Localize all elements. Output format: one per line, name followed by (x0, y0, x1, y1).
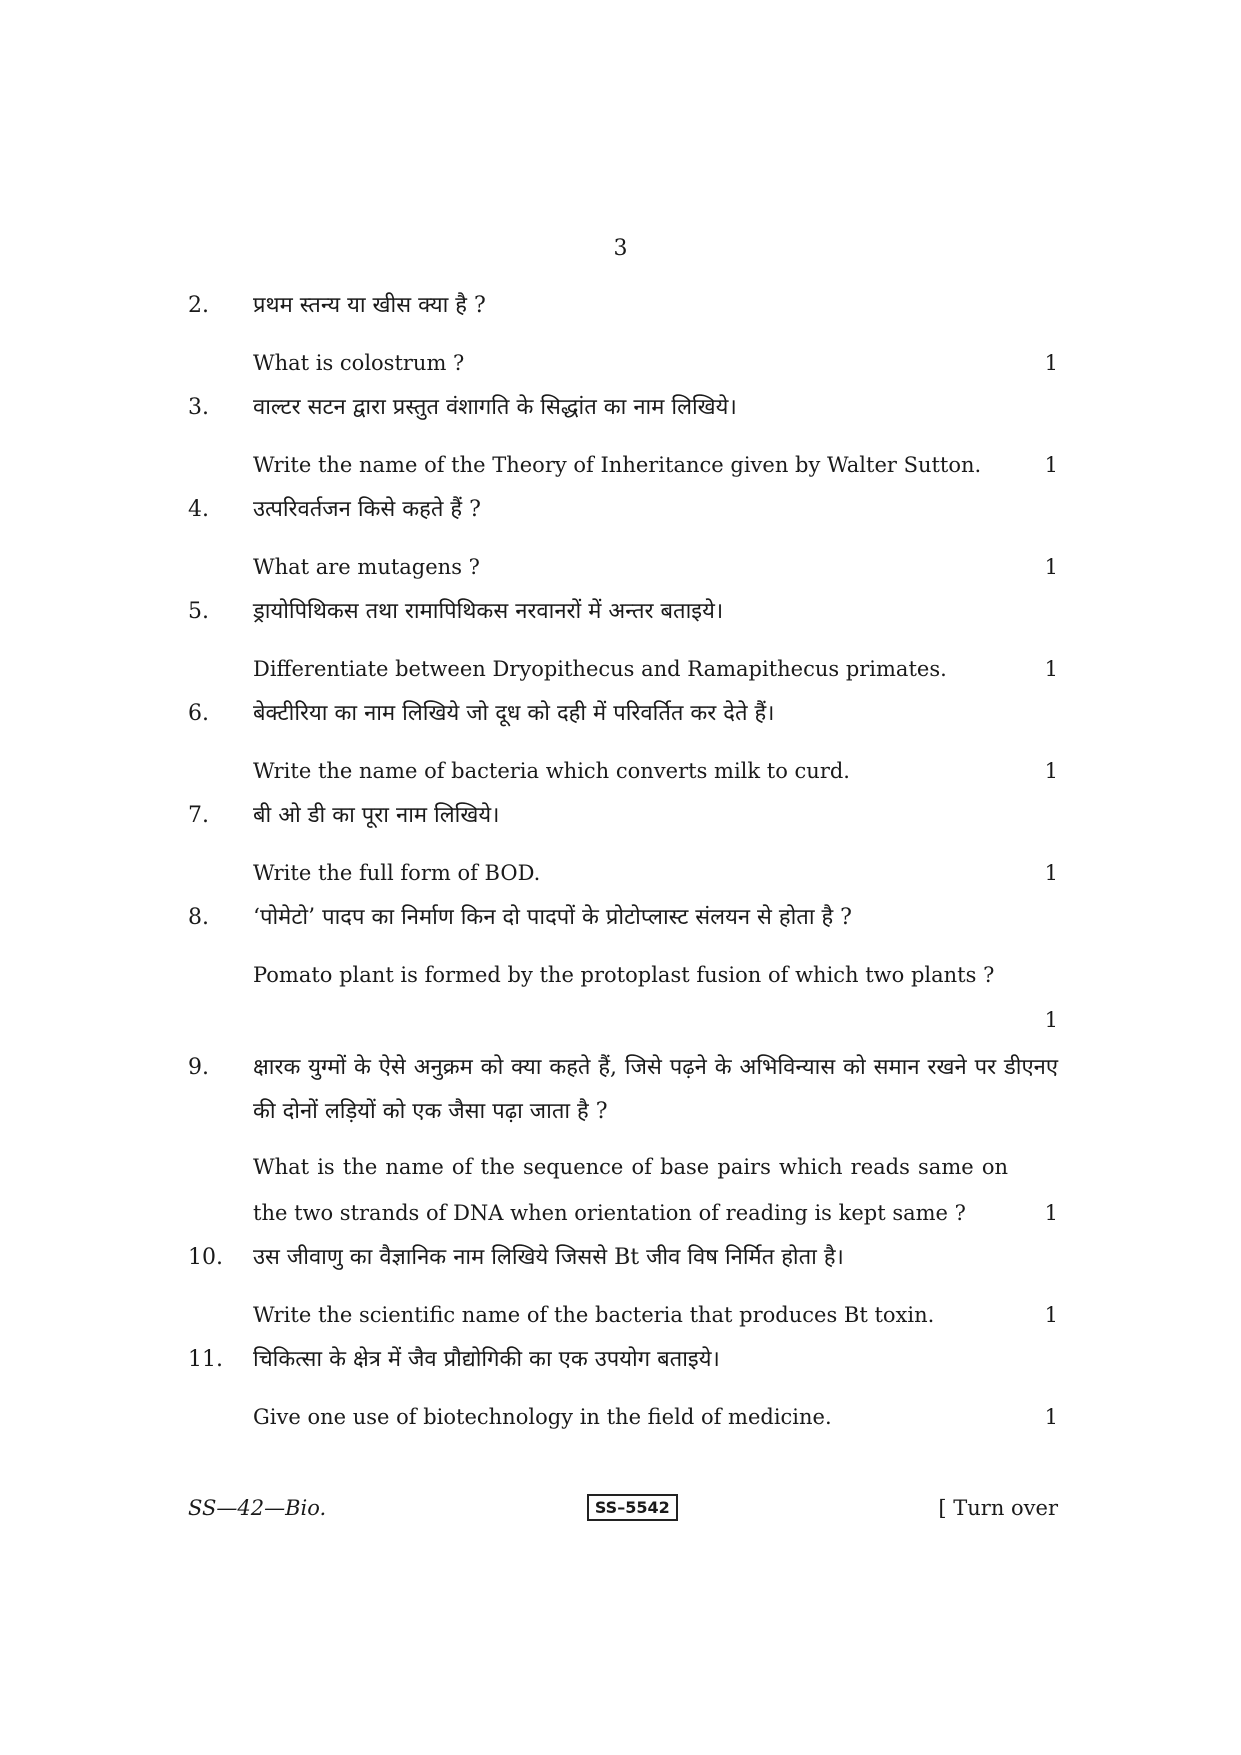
question-marks: 1 (1044, 1008, 1058, 1032)
question-2 (188, 284, 1058, 386)
page-number: 3 (613, 236, 628, 261)
question-9 (188, 1046, 1058, 1236)
question-number: 8. (188, 905, 209, 930)
question-marks: 1 (1044, 861, 1058, 885)
page-footer (188, 1494, 1058, 1521)
turn-over-label: [ Turn over (938, 1495, 1058, 1520)
question-marks: 1 (1044, 351, 1058, 375)
question-hindi: बी ओ डी का पूरा नाम लिखिये। (253, 803, 500, 828)
question-english: Differentiate between Dryopithecus and Ramapithecus primates. (253, 657, 947, 681)
question-7 (188, 794, 1058, 896)
question-3 (188, 386, 1058, 488)
question-number: 7. (188, 803, 209, 828)
question-hindi: वाल्टर सटन द्वारा प्रस्तुत वंशागति के सिद्धांत का नाम लिखिये। (253, 395, 737, 420)
question-english: What are mutagens ? (253, 555, 480, 579)
question-hindi: उत्परिवर्तजन किसे कहते हैं ? (253, 497, 481, 522)
question-english: Write the scientific name of the bacteria that produces Bt toxin. (253, 1303, 935, 1327)
question-marks: 1 (1044, 1303, 1058, 1327)
question-hindi: ‘पोमेटो’ पादप का निर्माण किन दो पादपों के प्रोटोप्लास्ट संलयन से होता है ? (253, 905, 852, 930)
subject-code: SS—42—Bio. (188, 1495, 327, 1520)
question-6 (188, 692, 1058, 794)
question-english: Write the full form of BOD. (253, 861, 541, 885)
question-marks: 1 (1044, 759, 1058, 783)
question-hindi: उस जीवाणु का वैज्ञानिक नाम लिखिये जिससे Bt जीव विष निर्मित होता है। (253, 1245, 844, 1270)
question-english: Give one use of biotechnology in the field of medicine. (253, 1405, 832, 1429)
question-english: What is the name of the sequence of base pairs which reads same on the two strands of DNA when orientation of reading is kept same ? (253, 1155, 1008, 1225)
question-number: 9. (188, 1055, 209, 1080)
question-hindi: चिकित्सा के क्षेत्र में जैव प्रौद्योगिकी का एक उपयोग बताइये। (253, 1347, 720, 1372)
question-marks: 1 (1044, 657, 1058, 681)
question-10 (188, 1236, 1058, 1338)
question-number: 5. (188, 599, 209, 624)
question-5 (188, 590, 1058, 692)
question-number: 11. (188, 1347, 223, 1372)
question-hindi: क्षारक युग्मों के ऐसे अनुक्रम को क्या कहते हैं, जिसे पढ़ने के अभिविन्यास को समान रखने पर डीएनए की दोनों लड़ियों को एक जैसा पढ़ा जाता है ? (253, 1055, 1058, 1124)
question-8 (188, 896, 1058, 1042)
question-hindi: बेक्टीरिया का नाम लिखिये जो दूध को दही में परिवर्तित कर देते हैं। (253, 701, 775, 726)
question-marks: 1 (1044, 555, 1058, 579)
question-english: Pomato plant is formed by the protoplast fusion of which two plants ? (253, 963, 995, 987)
question-11 (188, 1338, 1058, 1440)
question-number: 4. (188, 497, 209, 522)
question-english: Write the name of the Theory of Inheritance given by Walter Sutton. (253, 453, 982, 477)
question-list (188, 284, 1058, 1440)
question-marks: 1 (1044, 1201, 1058, 1225)
question-marks: 1 (1044, 1405, 1058, 1429)
question-english: Write the name of bacteria which converts milk to curd. (253, 759, 850, 783)
question-number: 3. (188, 395, 209, 420)
question-marks: 1 (1044, 453, 1058, 477)
paper-code-box: SS–5542 (587, 1494, 678, 1521)
question-number: 2. (188, 293, 209, 318)
question-number: 10. (188, 1245, 223, 1270)
question-4 (188, 488, 1058, 590)
question-hindi: ड्रायोपिथिकस तथा रामापिथिकस नरवानरों में अन्तर बताइये। (253, 599, 724, 624)
question-english: What is colostrum ? (253, 351, 465, 375)
question-hindi: प्रथम स्तन्य या खीस क्या है ? (253, 293, 486, 318)
question-number: 6. (188, 701, 209, 726)
